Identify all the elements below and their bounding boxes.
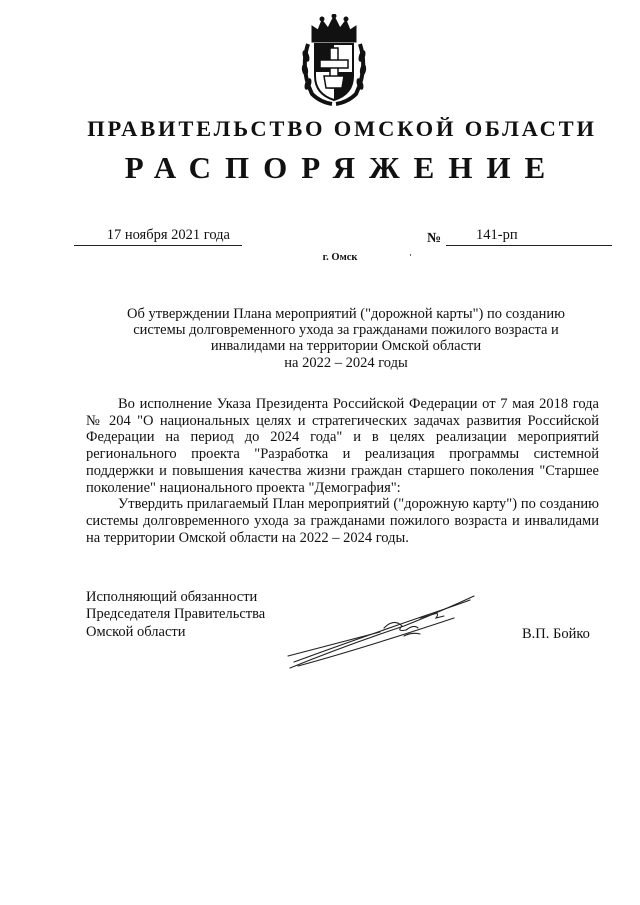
coat-of-arms-icon	[298, 14, 370, 106]
body-paragraph: Во исполнение Указа Президента Российской Федерации от 7 мая 2018 года № 204 "О национальных целях и стратегических задачах развития Российской Федерации на период до 2024 года" и в целях реализации мероприятий регионального проекта "Разработка и реализация программы системной поддержки и повышения качества жизни граждан старшего поколения "Старшее поколение" национального проекта "Демография":	[86, 396, 599, 496]
signatory-name: В.П. Бойко	[522, 626, 590, 642]
subject-line: Об утверждении Плана мероприятий ("дорожной карты") по созданию	[127, 306, 565, 322]
document-subject	[96, 306, 596, 371]
position-line: Исполняющий обязанности	[86, 589, 258, 605]
body-paragraph: Утвердить прилагаемый План мероприятий ("дорожную карту") по созданию системы долговременного ухода за гражданами пожилого возраста и инвалидами на территории Омской области на 2022 – 2024 годы.	[86, 496, 599, 546]
document-body	[86, 396, 599, 546]
city-label: г. Омск	[322, 252, 358, 263]
signatory-position	[86, 589, 265, 641]
subject-line: системы долговременного ухода за гражданами пожилого возраста и	[133, 322, 559, 339]
position-line: Омской области	[86, 623, 186, 640]
subject-line: на 2022 – 2024 годы	[284, 354, 408, 371]
document-date: 17 ноября 2021 года	[74, 227, 242, 246]
handwritten-signature	[284, 588, 478, 674]
document-number: 141-рп	[446, 227, 612, 246]
subject-line: инвалидами на территории Омской области	[210, 338, 482, 355]
number-sign: №	[427, 231, 442, 246]
scan-speck	[410, 254, 411, 256]
document-type-title: РАСПОРЯЖЕНИЕ	[124, 150, 560, 185]
position-line: Председателя Правительства	[86, 606, 266, 623]
government-title: ПРАВИТЕЛЬСТВО ОМСКОЙ ОБЛАСТИ	[87, 116, 597, 141]
